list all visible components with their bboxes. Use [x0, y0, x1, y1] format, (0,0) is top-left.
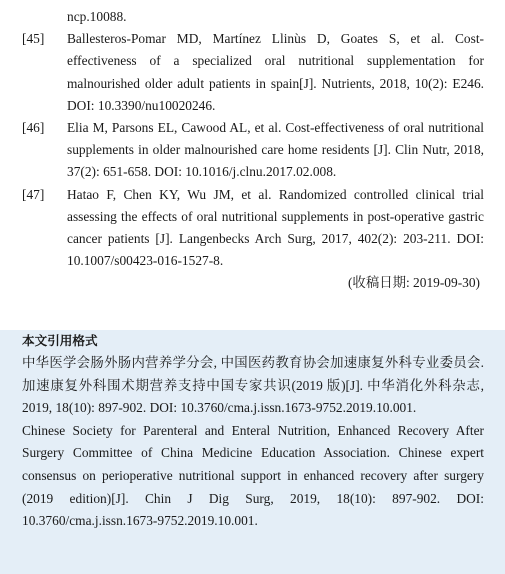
reference-item [22, 28, 484, 117]
reference-item [22, 184, 484, 273]
reference-item [22, 117, 484, 184]
reference-text: Ballesteros-Pomar MD, Martínez Llinùs D, Goates S, et al. Cost-effectiveness of a specialized oral nutritional supplementation for malnourished older adult patients in spain[J]. Nutrients, 2018, 10(2): E246. DOI: 10.3390/nu10020246. [67, 31, 484, 113]
citation-english: Chinese Society for Parenteral and Enteral Nutrition, Enhanced Recovery After Surgery Committee of China Medicine Education Association. Chinese expert consensus on perioperative nutritional support in enhanced recovery after surgery (2019 edition)[J]. Chin J Dig Surg, 2019, 18(10): 897-902. DOI: 10.3760/cma.j.issn.1673-9752.2019.10.001. [22, 422, 484, 529]
reference-number: [47] [22, 186, 45, 202]
reference-tail: ncp.10088. [67, 9, 127, 24]
reference-list [22, 6, 484, 294]
citation-heading: 本文引用格式 [22, 333, 98, 348]
reference-number: [46] [22, 120, 45, 136]
citation-format-section [22, 330, 484, 533]
received-date: (收稿日期: 2019-09-30) [347, 275, 480, 291]
citation-chinese: 中华医学会肠外肠内营养学分会, 中国医药教育协会加速康复外科专业委员会. 加速康复外科围术期营养支持中国专家共识(2019 版)[J]. 中华消化外科杂志, 2019, 18(10): 897-902. DOI: 10.3760/cma.j.issn.1673-9752.2019.10.001. [22, 355, 484, 416]
reference-number: [45] [22, 31, 45, 47]
reference-text: Hatao F, Chen KY, Wu JM, et al. Randomized controlled clinical trial assessing the effects of oral nutritional supplements in post-operative gastric cancer patients [J]. Langenbecks Arch Surg, 2017, 402(2): 203-211. DOI: 10.1007/s00423-016-1527-8. [67, 186, 484, 269]
reference-text: Elia M, Parsons EL, Cawood AL, et al. Cost-effectiveness of oral nutritional supplements in older malnourished care home residents [J]. Clin Nutr, 2018, 37(2): 651-658. DOI: 10.1016/j.clnu.2017.02.008. [67, 120, 484, 180]
